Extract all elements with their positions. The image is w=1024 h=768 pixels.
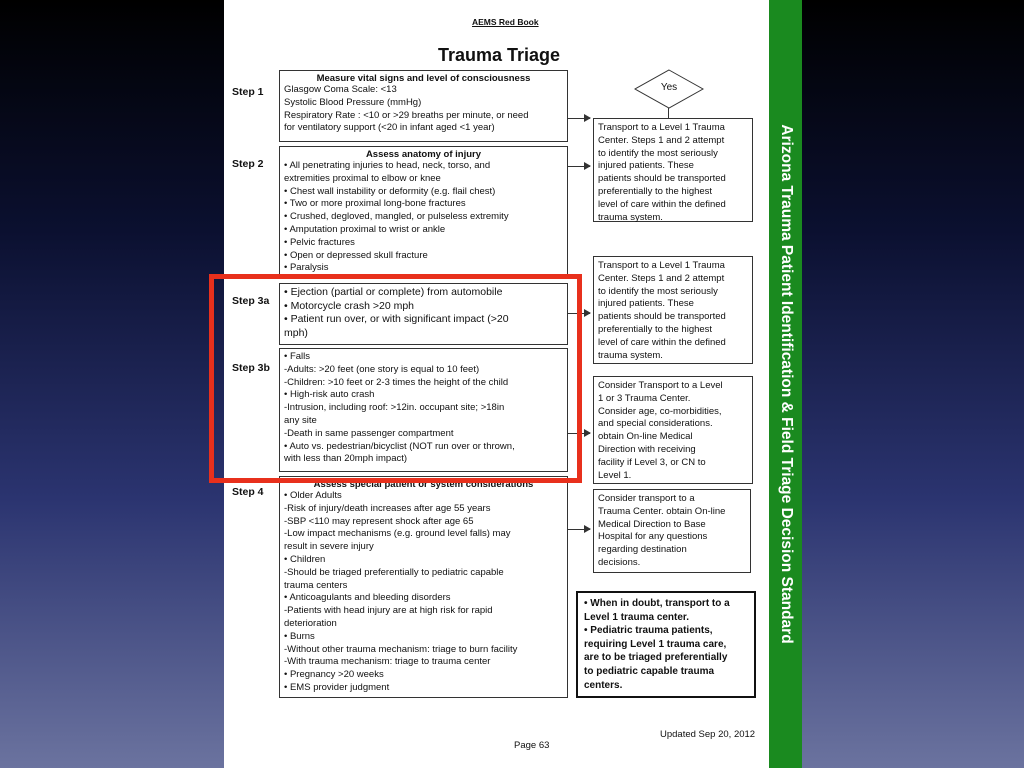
outcome-1-line: Transport to a Level 1 Trauma [598,122,725,133]
outcome-2-line: patients should be transported [598,311,726,323]
step-3b-line: with less than 20mph impact) [284,453,408,465]
outcome-1-line: level of care within the defined [598,198,726,210]
step-1-title: Measure vital signs and level of consciousness [316,73,531,84]
outcome-4-line: decisions. [598,556,641,568]
step-4-line: -Without other trauma mechanism: triage to burn facility [284,643,518,655]
step-4-line: -SBP <110 may represent shock after age 65 [284,515,474,527]
step-2-line: • Amputation proximal to wrist or ankle [284,223,446,235]
step-3b-line: -Death in same passenger compartment [284,427,454,439]
outcome-3-line: 1 or 3 Trauma Center. [598,392,691,404]
step-2-line: • Pelvic fractures [284,236,355,248]
note-line: • Pediatric trauma patients, [584,625,713,637]
arrow-step-1 [568,118,590,119]
step-1-box [279,70,568,142]
outcome-box-4 [593,489,751,573]
outcome-2-line: Transport to a Level 1 Trauma [598,260,725,271]
step-2-line: • All penetrating injuries to head, neck, torso, and [284,160,491,171]
step-2-line: • Chest wall instability or deformity (e.g. flail chest) [284,185,496,197]
step-4-line: -Should be triaged preferentially to pediatric capable [284,566,504,578]
step-3b-line: -Adults: >20 feet (one story is equal to 10 feet) [284,363,480,375]
step-4-label: Step 4 [232,486,264,498]
step-4-title: Assess special patient or system considerations [313,479,534,490]
step-3a-line: • Patient run over, or with significant impact (>20 [284,313,509,325]
step-2-box [279,146,568,277]
outcome-2-line: trauma system. [598,349,663,361]
step-3b-line: • Auto vs. pedestrian/bicyclist (NOT run over or thrown, [284,440,515,452]
step-2-line: • Paralysis [284,262,329,274]
outcome-1-line: to identify the most seriously [598,147,718,159]
document-header: AEMS Red Book [472,17,539,27]
outcome-2-line: preferentially to the highest [598,323,713,335]
outcome-4-line: Consider transport to a [598,493,695,504]
outcome-1-line: preferentially to the highest [598,185,713,197]
side-title-bar [769,0,802,768]
step-4-line: -Risk of injury/death increases after age 55 years [284,502,491,514]
step-3b-line: any site [284,414,317,426]
step-4-line: • Anticoagulants and bleeding disorders [284,592,451,604]
decision-label: Yes [660,82,678,93]
outcome-3-line: facility if Level 3, or CN to [598,456,706,468]
step-3b-label: Step 3b [232,362,270,374]
note-line: to pediatric capable trauma [584,665,715,677]
step-3a-label: Step 3a [232,295,270,307]
arrow-step-2 [568,166,590,167]
step-1-line: Systolic Blood Pressure (mmHg) [284,96,422,108]
outcome-3-line: obtain On-line Medical [598,431,693,443]
side-title: Arizona Trauma Patient Identification & Field Triage Decision Standard [777,124,795,644]
outcome-1-line: trauma system. [598,211,663,223]
note-line: are to be triaged preferentially [584,652,728,664]
outcome-4-line: regarding destination [598,544,687,556]
step-3b-line: • High-risk auto crash [284,389,375,401]
step-1-label: Step 1 [232,86,264,98]
outcome-4-line: Hospital for any questions [598,531,708,543]
step-4-line: -Patients with head injury are at high risk for rapid [284,605,493,617]
step-3b-line: -Intrusion, including roof: >12in. occupant site; >18in [284,402,505,414]
outcome-box-3 [593,376,753,484]
note-line: Level 1 trauma center. [584,611,690,623]
step-4-line: • Burns [284,630,315,642]
step-1-line: Respiratory Rate : <10 or >29 breaths per minute, or need [284,109,529,121]
diamond-connector [668,108,669,118]
step-2-title: Assess anatomy of injury [365,149,482,160]
step-4-line: -Low impact mechanisms (e.g. ground level falls) may [284,528,511,540]
outcome-3-line: Consider age, co-morbidities, [598,405,722,417]
step-1-line: Glasgow Coma Scale: <13 [284,84,397,95]
step-4-line: • EMS provider judgment [284,681,390,693]
outcome-2-line: level of care within the defined [598,336,726,348]
outcome-box-2 [593,256,753,364]
outcome-1-line: Center. Steps 1 and 2 attempt [598,134,725,146]
step-4-line: trauma centers [284,579,348,591]
outcome-3-line: Direction with receiving [598,443,696,455]
step-2-line: • Crushed, degloved, mangled, or pulseless extremity [284,211,509,223]
outcome-1-line: patients should be transported [598,173,726,185]
highlight-frame [209,274,582,483]
note-line: requiring Level 1 trauma care, [584,638,727,650]
arrow-step-4 [568,529,590,530]
step-4-line: result in severe injury [284,541,374,553]
step-2-line: • Open or depressed skull fracture [284,249,428,261]
outcome-2-line: injured patients. These [598,298,694,310]
document-title: Trauma Triage [438,45,561,65]
outcome-4-line: Trauma Center. obtain On-line [598,505,726,517]
note-box [576,591,756,698]
step-2-label: Step 2 [232,158,264,170]
step-4-line: • Older Adults [284,490,342,501]
note-line: centers. [584,679,623,691]
outcome-3-line: and special considerations. [598,418,713,430]
step-2-line: • Two or more proximal long-bone fractures [284,198,466,210]
step-4-line: deterioration [284,617,337,629]
outcome-2-line: to identify the most seriously [598,285,718,297]
note-line: • When in doubt, transport to a [584,598,730,609]
outcome-box-1 [593,118,753,222]
updated-date: Updated Sep 20, 2012 [660,729,756,740]
page-number: Page 63 [514,740,550,751]
step-1-line: for ventilatory support (<20 in infant aged <1 year) [284,122,495,134]
step-2-line: extremities proximal to elbow or knee [284,172,441,184]
step-4-line: • Children [284,553,326,565]
step-3b-line: -Children: >10 feet or 2-3 times the height of the child [284,376,509,388]
step-4-line: • Pregnancy >20 weeks [284,669,384,681]
step-4-box [279,476,568,698]
step-3a-line: • Motorcycle crash >20 mph [284,299,415,312]
outcome-3-line: Consider Transport to a Level [598,380,723,391]
outcome-3-line: Level 1. [598,469,632,481]
step-3a-line: • Ejection (partial or complete) from automobile [284,286,503,298]
outcome-1-line: injured patients. These [598,160,694,172]
step-3b-line: • Falls [284,351,311,362]
outcome-4-line: Medical Direction to Base [598,518,706,530]
step-4-line: -With trauma mechanism: triage to trauma center [284,656,491,668]
outcome-2-line: Center. Steps 1 and 2 attempt [598,272,725,284]
step-3a-line: mph) [284,326,308,339]
